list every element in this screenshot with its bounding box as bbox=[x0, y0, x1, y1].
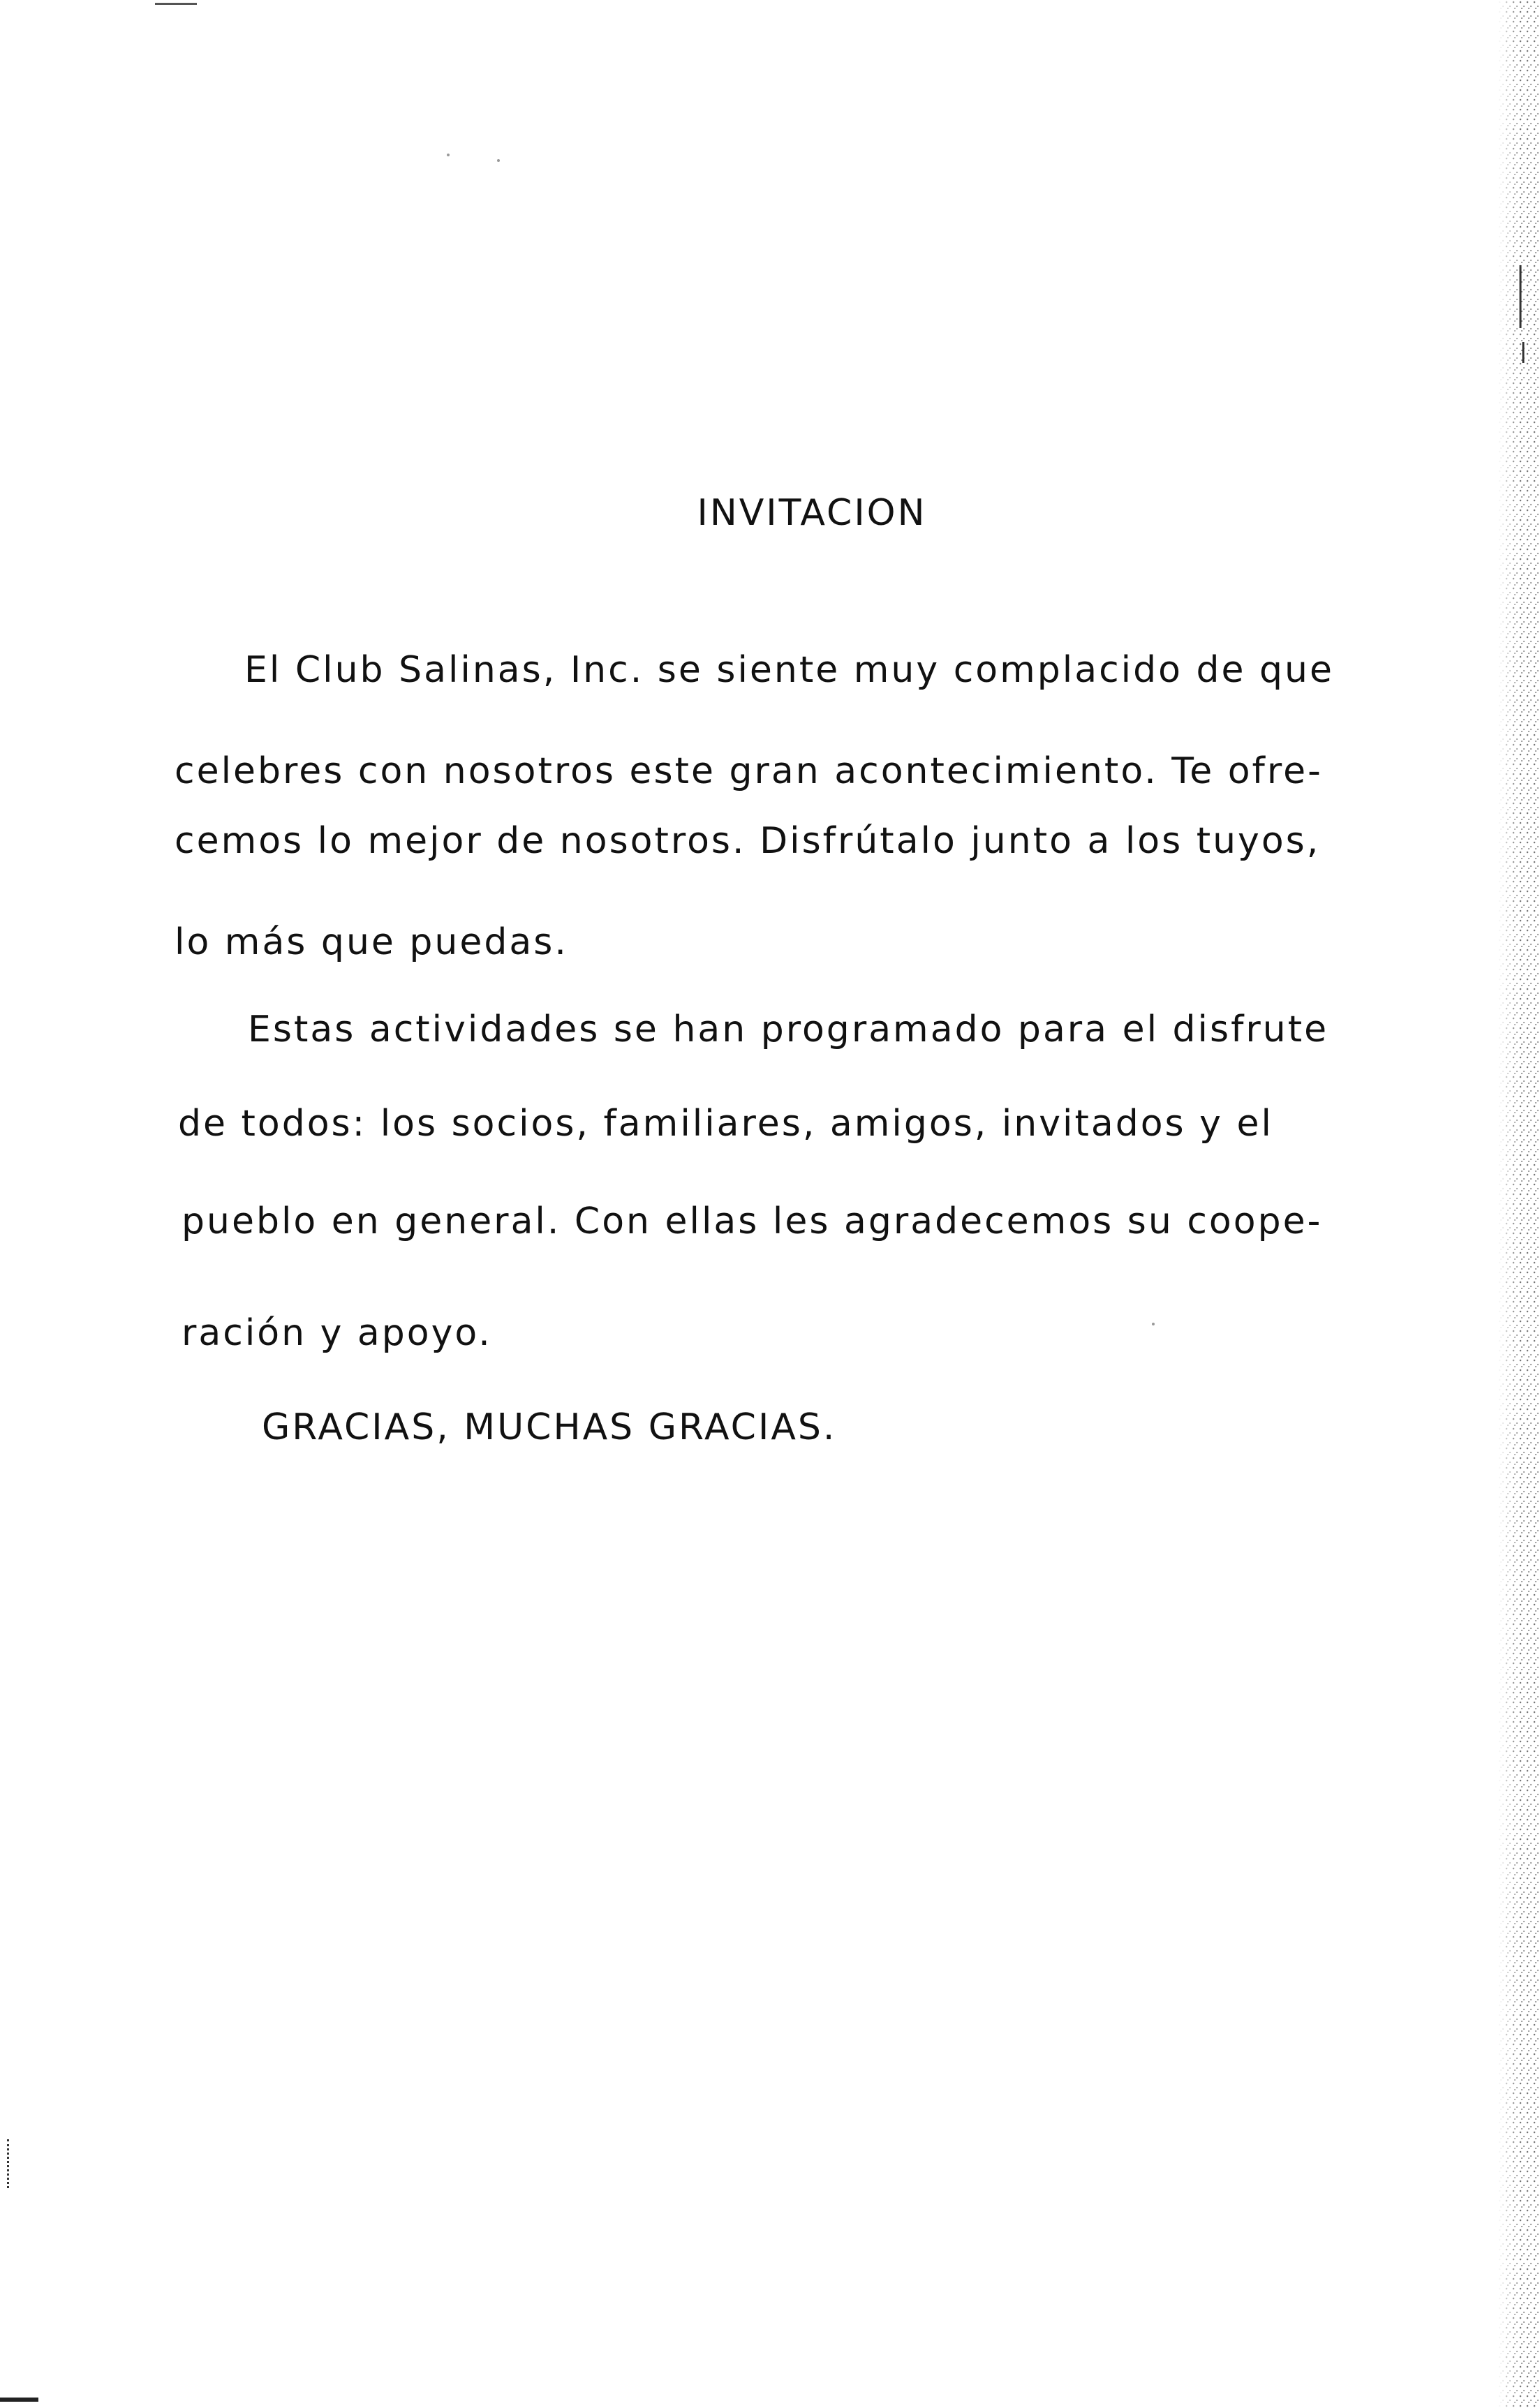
left-margin-marks bbox=[7, 2139, 12, 2188]
paragraph-1-line-1: El Club Salinas, Inc. se siente muy complacido de que bbox=[244, 649, 1334, 691]
paragraph-2-line-3: pueblo en general. Con ellas les agradecemos su coope- bbox=[182, 1201, 1323, 1242]
paragraph-2-line-1: Estas actividades se han programado para el disfrute bbox=[248, 1009, 1329, 1050]
page-title: INVITACION bbox=[697, 492, 927, 534]
paragraph-2-line-2: de todos: los socios, familiares, amigos, invitados y el bbox=[178, 1103, 1273, 1145]
paragraph-1-line-2: celebres con nosotros este gran acontecimiento. Te ofre- bbox=[175, 750, 1323, 792]
bottom-corner-mark bbox=[0, 2398, 38, 2402]
paragraph-2-line-4: ración y apoyo. bbox=[182, 1312, 492, 1354]
closing-line: GRACIAS, MUCHAS GRACIAS. bbox=[262, 1406, 837, 1448]
top-rule bbox=[155, 3, 197, 5]
paragraph-1-line-3: cemos lo mejor de nosotros. Disfrútalo junto a los tuyos, bbox=[175, 820, 1321, 862]
speck-mark bbox=[1152, 1323, 1155, 1325]
page-edge-texture bbox=[1484, 0, 1540, 2408]
speck-mark bbox=[497, 159, 500, 162]
speck-mark bbox=[447, 154, 450, 156]
paragraph-1-line-4: lo más que puedas. bbox=[175, 921, 568, 963]
